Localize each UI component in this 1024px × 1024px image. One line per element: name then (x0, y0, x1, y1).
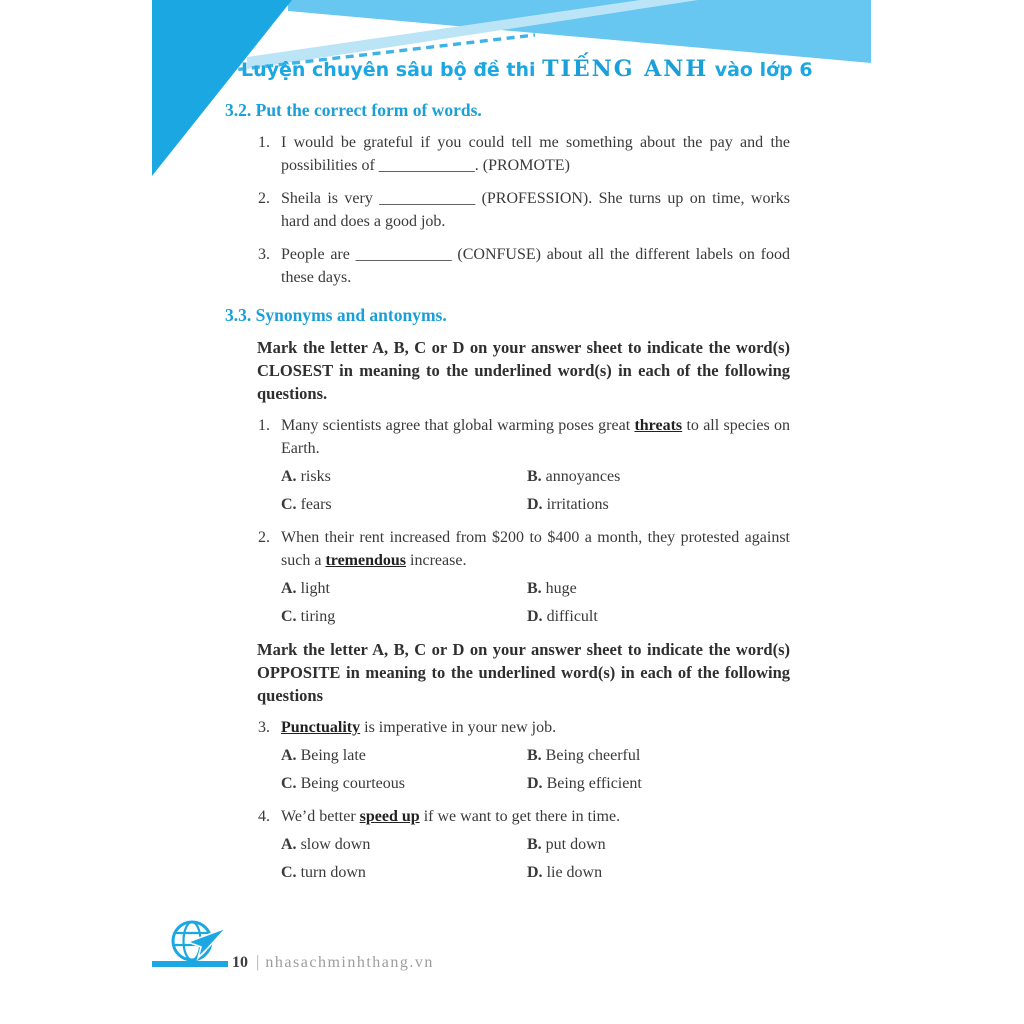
answer-options (281, 833, 790, 884)
question-item (225, 805, 790, 884)
footer-text (232, 952, 434, 972)
answer-option (281, 772, 527, 795)
question-item (225, 187, 790, 233)
option-letter: C. (281, 608, 301, 625)
option-text: lie down (546, 864, 603, 881)
footer (0, 916, 1024, 976)
option-letter: C. (281, 775, 301, 792)
underlined-keyword: speed up (359, 808, 420, 825)
option-letter: D. (527, 496, 547, 513)
answer-option (281, 577, 527, 600)
question-text: Punctuality is imperative in your new job. (281, 719, 557, 736)
title-prefix: Luyện chuyên sâu bộ đề thi (241, 59, 543, 81)
option-letter: B. (527, 747, 546, 764)
question-number: 3. (258, 246, 270, 263)
question-item (225, 414, 790, 516)
option-text: risks (300, 468, 331, 485)
question-number: 4. (258, 808, 270, 825)
option-text: irritations (546, 496, 609, 513)
option-letter: B. (527, 468, 546, 485)
question-item (225, 716, 790, 795)
answer-option (527, 577, 790, 600)
option-letter: C. (281, 864, 301, 881)
option-text: Being courteous (300, 775, 405, 792)
option-text: put down (545, 836, 606, 853)
section-heading-3-3: 3.3. Synonyms and antonyms. (225, 305, 447, 325)
question-text: I would be grateful if you could tell me something about the pay and the possibilities of ____________. (PROMOTE) (281, 134, 790, 174)
option-text: Being cheerful (545, 747, 641, 764)
website-url: nhasachminhthang.vn (265, 954, 434, 971)
option-letter: B. (527, 580, 546, 597)
answer-option (527, 465, 790, 488)
answer-option (281, 493, 527, 516)
question-text: When their rent increased from $200 to $400 a month, they protested against such a tremendous increase. (281, 529, 790, 569)
option-letter: B. (527, 836, 546, 853)
answer-options (281, 465, 790, 516)
question-text: We’d better speed up if we want to get there in time. (281, 808, 621, 825)
option-text: huge (545, 580, 577, 597)
option-text: turn down (300, 864, 366, 881)
option-text: Being efficient (546, 775, 642, 792)
question-list-closest (225, 414, 790, 628)
question-text: Sheila is very ____________ (PROFESSION). She turns up on time, works hard and does a good job. (281, 190, 790, 230)
question-number: 3. (258, 719, 270, 736)
option-letter: D. (527, 775, 547, 792)
option-letter: D. (527, 864, 547, 881)
option-text: light (300, 580, 330, 597)
question-item (225, 526, 790, 628)
section-heading-3-2: 3.2. Put the correct form of words. (225, 100, 482, 120)
title-suffix: vào lớp 6 (708, 59, 813, 81)
question-list-opposite (225, 716, 790, 884)
answer-options (281, 577, 790, 628)
option-letter: A. (281, 468, 301, 485)
answer-option (527, 861, 790, 884)
option-letter: A. (281, 747, 301, 764)
option-letter: C. (281, 496, 301, 513)
question-item (225, 243, 790, 289)
answer-option (281, 861, 527, 884)
answer-option (527, 833, 790, 856)
option-letter: A. (281, 836, 301, 853)
answer-option (281, 833, 527, 856)
question-number: 1. (258, 134, 270, 151)
page-header-title (241, 56, 881, 82)
option-text: difficult (546, 608, 598, 625)
globe-plane-icon (168, 916, 230, 966)
answer-option (281, 605, 527, 628)
answer-option (527, 493, 790, 516)
option-letter: D. (527, 608, 547, 625)
footer-rule (152, 961, 228, 967)
answer-option (281, 744, 527, 767)
option-text: fears (300, 496, 332, 513)
answer-option (527, 772, 790, 795)
title-highlight: TIẾNG ANH (542, 56, 709, 82)
question-number: 2. (258, 529, 270, 546)
answer-options (281, 744, 790, 795)
question-text: Many scientists agree that global warming poses great threats to all species on Earth. (281, 417, 791, 457)
page-number: 10 (232, 954, 248, 971)
question-number: 2. (258, 190, 270, 207)
word-form-item-list (225, 131, 790, 289)
option-letter: A. (281, 580, 301, 597)
option-text: tiring (300, 608, 336, 625)
underlined-keyword: tremendous (325, 552, 407, 569)
instruction-opposite: Mark the letter A, B, C or D on your answer sheet to indicate the word(s) OPPOSITE in meaning to the underlined word(s) in each of the following questions (257, 640, 790, 705)
footer-separator: | (256, 952, 260, 971)
option-text: slow down (300, 836, 371, 853)
option-text: annoyances (545, 468, 621, 485)
page-content (225, 100, 790, 894)
option-text: Being late (300, 747, 366, 764)
underlined-keyword: threats (634, 417, 683, 434)
answer-option (527, 744, 790, 767)
answer-option (527, 605, 790, 628)
instruction-closest: Mark the letter A, B, C or D on your answer sheet to indicate the word(s) CLOSEST in meaning to the underlined word(s) in each of the following questions. (257, 338, 790, 403)
answer-option (281, 465, 527, 488)
question-text: People are ____________ (CONFUSE) about all the different labels on food these days. (281, 246, 790, 286)
question-item (225, 131, 790, 177)
question-number: 1. (258, 417, 270, 434)
underlined-keyword: Punctuality (281, 719, 361, 736)
